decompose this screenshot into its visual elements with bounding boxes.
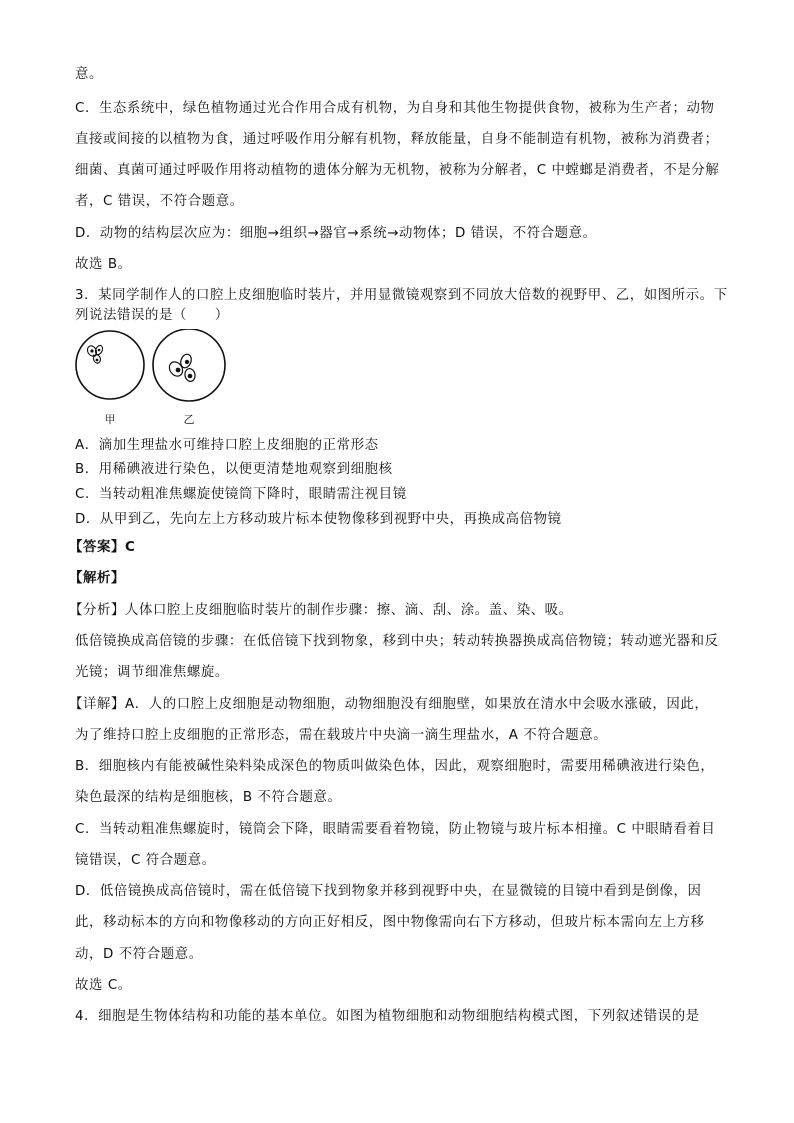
option-a: A．滴加生理盐水可维持口腔上皮细胞的正常形态 <box>75 438 379 453</box>
text-line: C．生态系统中，绿色植物通过光合作用合成有机物，为自身和其他生物提供食物，被称为生产者；动物 <box>75 101 715 116</box>
text-line: D．低倍镜换成高倍镜时，需在低倍镜下找到物象并移到视野中央，在显微镜的目镜中看到是倒像，因 <box>75 884 702 899</box>
text-line: 细菌、真菌可通过呼吸作用将动植物的遗体分解为无机物，被称为分解者，C 中螳螂是消费者，不是分解 <box>75 163 720 178</box>
label-jia: 甲 <box>104 413 116 426</box>
text-line: 故选 C。 <box>75 978 132 993</box>
text-line: 【详解】A．人的口腔上皮细胞是动物细胞，动物细胞没有细胞壁，如果放在清水中会吸水涨破，因此， <box>69 697 709 712</box>
text-line: 染色最深的结构是细胞核，B 不符合题意。 <box>75 790 342 805</box>
text-line: 【分析】人体口腔上皮细胞临时装片的制作步骤：擦、滴、刮、涂。盖、染、吸。 <box>69 603 573 618</box>
text-line: 为了维持口腔上皮细胞的正常形态，需在载玻片中央滴一滴生理盐水，A 不符合题意。 <box>75 728 608 743</box>
analysis-heading: 【解析】 <box>69 571 125 586</box>
text-line: 直接或间接的以植物为食，通过呼吸作用分解有机物，释放能量，自身不能制造有机物，被称为消费者； <box>75 132 719 147</box>
text-line: C．当转动粗准焦螺旋时，镜筒会下降，眼睛需要看着物镜，防止物镜与玻片标本相撞。C 中眼睛看着目 <box>75 822 716 837</box>
text-line: 光镜；调节细准焦螺旋。 <box>75 665 229 680</box>
text-line: 镜错误，C 符合题意。 <box>75 853 216 868</box>
question-3-stem: 列说法错误的是（ ） <box>75 308 229 323</box>
label-yi: 乙 <box>183 413 195 426</box>
question-3-stem: 3．某同学制作人的口腔上皮细胞临时装片，并用显微镜观察到不同放大倍数的视野甲、乙，如图所示。下 <box>75 288 728 303</box>
text-line: 故选 B。 <box>75 257 132 272</box>
option-c: C．当转动粗准焦螺旋使镜筒下降时，眼睛需注视目镜 <box>75 487 407 502</box>
microscope-figure <box>72 329 232 429</box>
text-line: 低倍镜换成高倍镜的步骤：在低倍镜下找到物象，移到中央；转动转换器换成高倍物镜；转动遮光器和反 <box>75 634 719 649</box>
answer-line: 【答案】C <box>69 540 136 555</box>
text-line: D．动物的结构层次应为：细胞→组织→器官→系统→动物体；D 错误，不符合题意。 <box>75 226 597 241</box>
option-b: B．用稀碘液进行染色，以便更清楚地观察到细胞核 <box>75 462 393 477</box>
text-line: 者，C 错误，不符合题意。 <box>75 194 244 209</box>
question-4-stem: 4．细胞是生物体结构和功能的基本单位。如图为植物细胞和动物细胞结构模式图，下列叙述错误的是 <box>75 1009 700 1024</box>
field-yi <box>153 329 225 401</box>
field-jia <box>76 331 144 399</box>
option-d: D．从甲到乙，先向左上方移动玻片标本使物像移到视野中央，再换成高倍物镜 <box>75 512 562 527</box>
text-line: 动，D 不符合题意。 <box>75 947 203 962</box>
text-line: 此，移动标本的方向和物像移动的方向正好相反，图中物像需向右下方移动，但玻片标本需向左上方移 <box>75 915 705 930</box>
text-line: B．细胞核内有能被碱性染料染成深色的物质叫做染色体，因此，观察细胞时，需要用稀碘液进行染色， <box>75 759 715 774</box>
text-line: 意。 <box>75 67 103 82</box>
